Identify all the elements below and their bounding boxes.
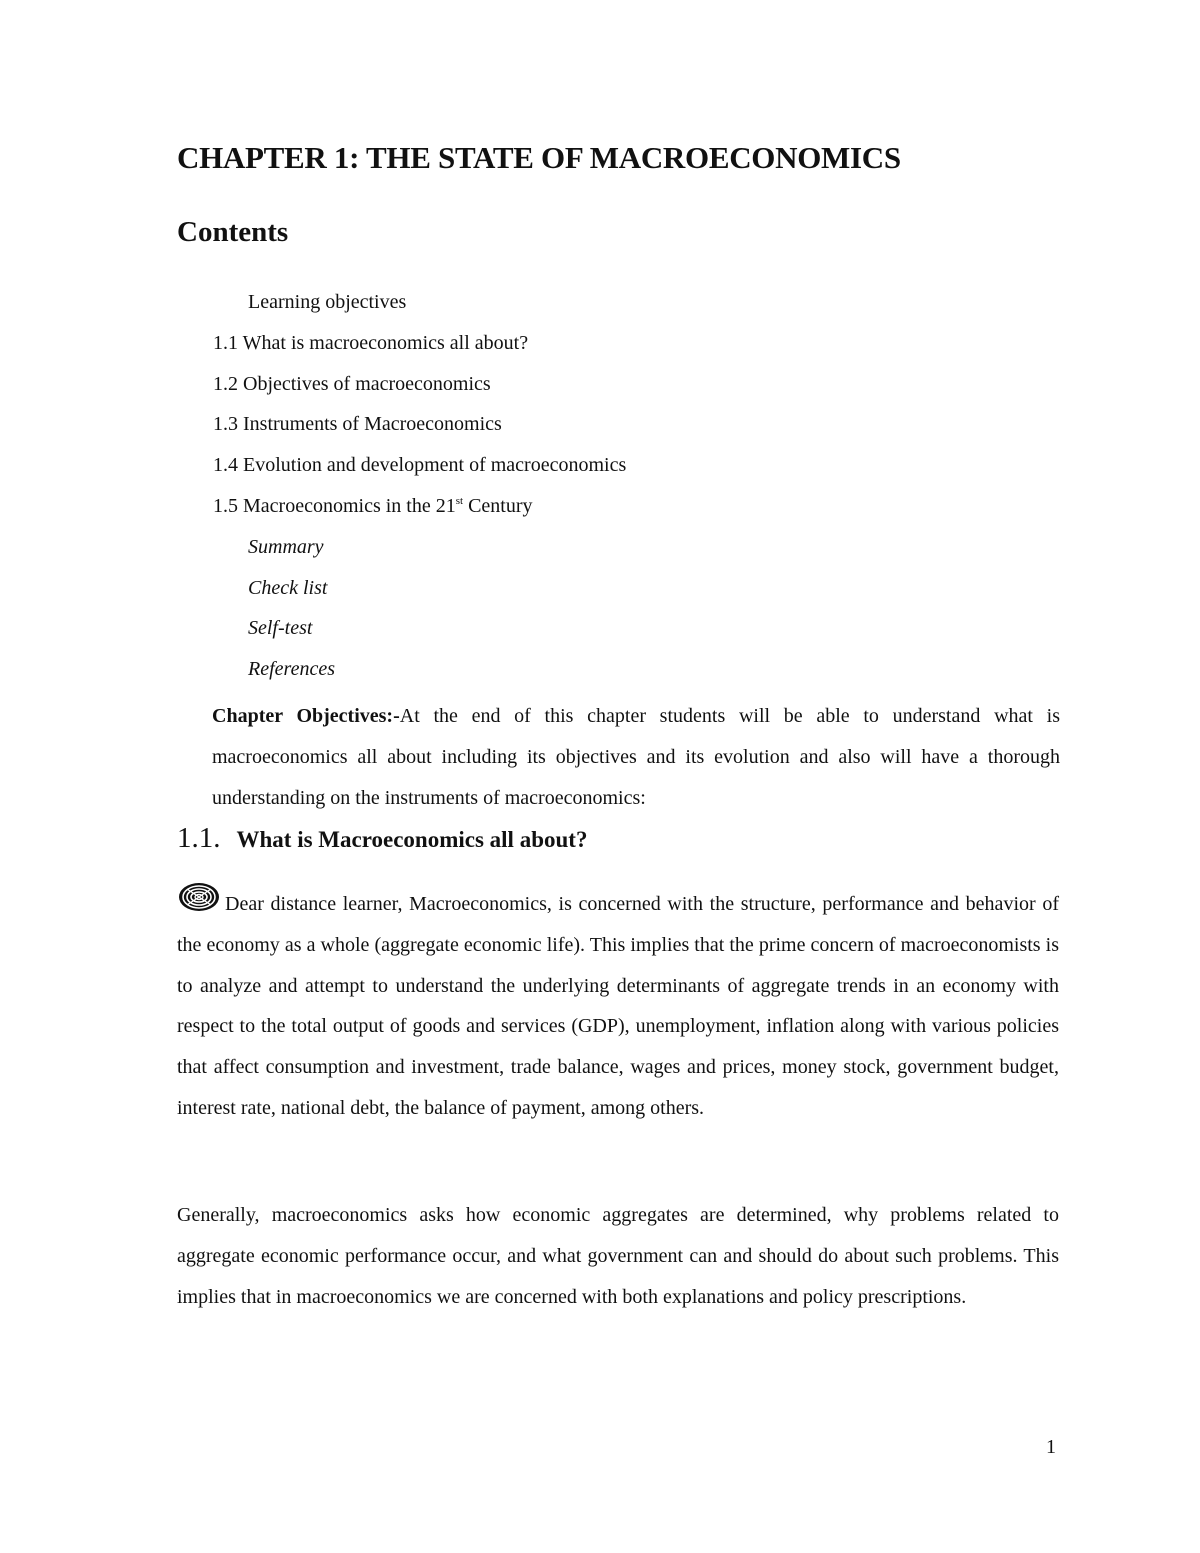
toc-item-1-4: 1.4 Evolution and development of macroeconomics [213,454,627,477]
chapter-objectives [212,696,1060,819]
section-title: What is Macroeconomics all about? [236,827,588,852]
toc-item-1-5-suffix: Century [463,494,533,517]
contents-heading: Contents [177,216,289,248]
toc-item-summary: Summary [248,535,324,558]
paragraph-intro [177,880,1059,1129]
target-icon [177,880,225,914]
page-number: 1 [1046,1436,1056,1458]
section-heading-1-1 [177,822,587,855]
toc-item-1-5-superscript: st [455,494,464,507]
toc-item-1-3: 1.3 Instruments of Macroeconomics [213,413,502,436]
toc-item-1-5 [213,494,626,535]
paragraph-intro-text: Dear distance learner, Macroeconomics, is concerned with the structure, performance and behavior of the economy as a whole (aggregate economic life). This implies that the prime concern of macroeconomists is to analyze and attempt to understand the underlying determinants of aggregate trends in an economy with respect to the total output of goods and services (GDP), unemployment, inflation along with various policies that affect consumption and investment, trade balance, wages and prices, money stock, government budget, interest rate, national debt, the balance of payment, among others. [177,893,1059,1119]
chapter-objectives-lead: Chapter Objectives:- [212,705,400,727]
toc-item-learning-objectives: Learning objectives [248,291,407,313]
toc-item-self-test: Self-test [248,617,313,640]
section-number: 1.1. [177,822,221,854]
toc-item-1-1: 1.1 What is macroeconomics all about? [213,331,529,354]
toc-item-1-2: 1.2 Objectives of macroeconomics [213,372,491,395]
paragraph-generally: Generally, macroeconomics asks how economic aggregates are determined, why problems related to aggregate economic performance occur, and what government can and should do about such problems. This implies that in macroeconomics we are concerned with both explanations and policy prescriptions. [177,1204,1059,1308]
chapter-title: CHAPTER 1: THE STATE OF MACROECONOMICS [177,140,901,175]
toc-item-references: References [248,658,335,681]
chapter-objectives-text: At the end of this chapter students will be able to understand what is macroeconomics all about including its objectives and its evolution and also will have a thorough understanding on the instruments of macroeconomics: [212,705,1060,809]
toc-item-1-5-prefix: 1.5 Macroeconomics in the 21 [213,494,456,517]
toc-item-check-list: Check list [248,576,328,599]
table-of-contents [213,290,626,698]
